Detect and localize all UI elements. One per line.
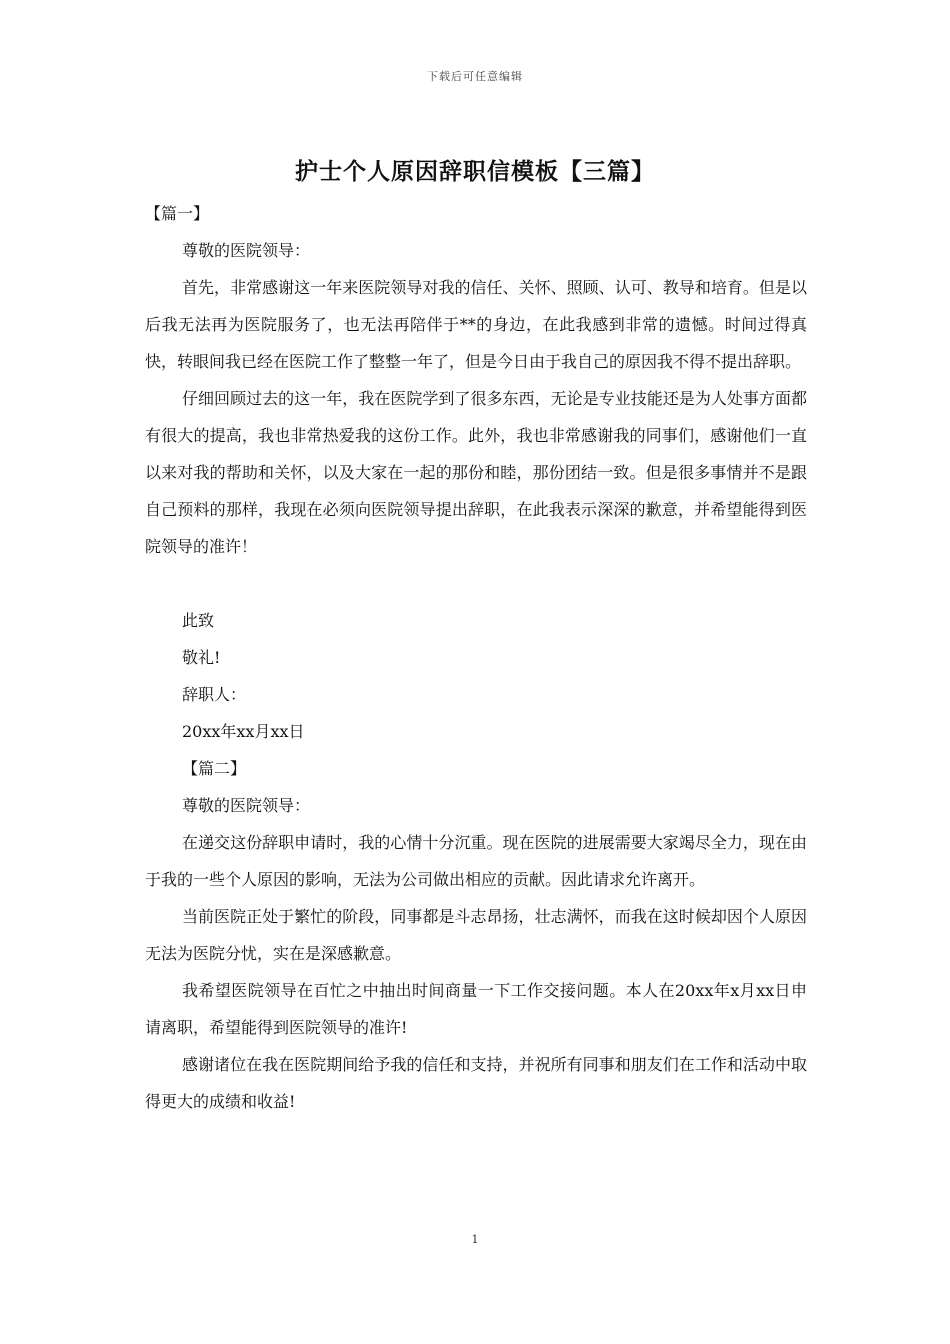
section-1-closing-greeting: 此致 [182,611,215,630]
section-2-paragraph-4: 感谢诸位在我在医院期间给予我的信任和支持，并祝所有同事和朋友们在工作和活动中取得更大的成绩和收益! [145,1055,807,1111]
document-body [145,195,807,1120]
section-2-heading: 【篇二】 [182,759,247,778]
section-2-paragraph-2: 当前医院正处于繁忙的阶段，同事都是斗志昂扬，壮志满怀，而我在这时候却因个人原因无法为医院分忧，实在是深感歉意。 [145,907,807,963]
section-2-salutation: 尊敬的医院领导： [182,796,311,815]
section-2-paragraph-1: 在递交这份辞职申请时，我的心情十分沉重。现在医院的进展需要大家竭尽全力，现在由于我的一些个人原因的影响，无法为公司做出相应的贡献。因此请求允许离开。 [145,833,807,889]
page-number: 1 [471,1233,479,1246]
section-1-heading: 【篇一】 [145,204,210,223]
section-1-date: 20xx年xx月xx日 [182,722,305,741]
document-title: 护士个人原因辞职信模板【三篇】 [295,158,655,185]
section-1-paragraph-1: 首先，非常感谢这一年来医院领导对我的信任、关怀、照顾、认可、教导和培育。但是以后我无法再为医院服务了，也无法再陪伴于**的身边，在此我感到非常的遗憾。时间过得真快，转眼间我已经在医院工作了整整一年了，但是今日由于我自己的原因我不得不提出辞职。 [145,278,807,371]
section-1-closing-salute: 敬礼! [182,648,221,667]
spacer [145,565,807,602]
section-2-paragraph-3: 我希望医院领导在百忙之中抽出时间商量一下工作交接问题。本人在20xx年x月xx日申请离职，希望能得到医院领导的准许! [145,981,807,1037]
header-note: 下载后可任意编辑 [427,70,523,83]
section-1-salutation: 尊敬的医院领导： [182,241,311,260]
section-1-paragraph-2: 仔细回顾过去的这一年，我在医院学到了很多东西，无论是专业技能还是为人处事方面都有很大的提高，我也非常热爱我的这份工作。此外，我也非常感谢我的同事们，感谢他们一直以来对我的帮助和关怀，以及大家在一起的那份和睦，那份团结一致。但是很多事情并不是跟自己预料的那样，我现在必须向医院领导提出辞职，在此我表示深深的歉意，并希望能得到医院领导的准许！ [145,389,807,556]
section-1-signer: 辞职人： [182,685,247,704]
